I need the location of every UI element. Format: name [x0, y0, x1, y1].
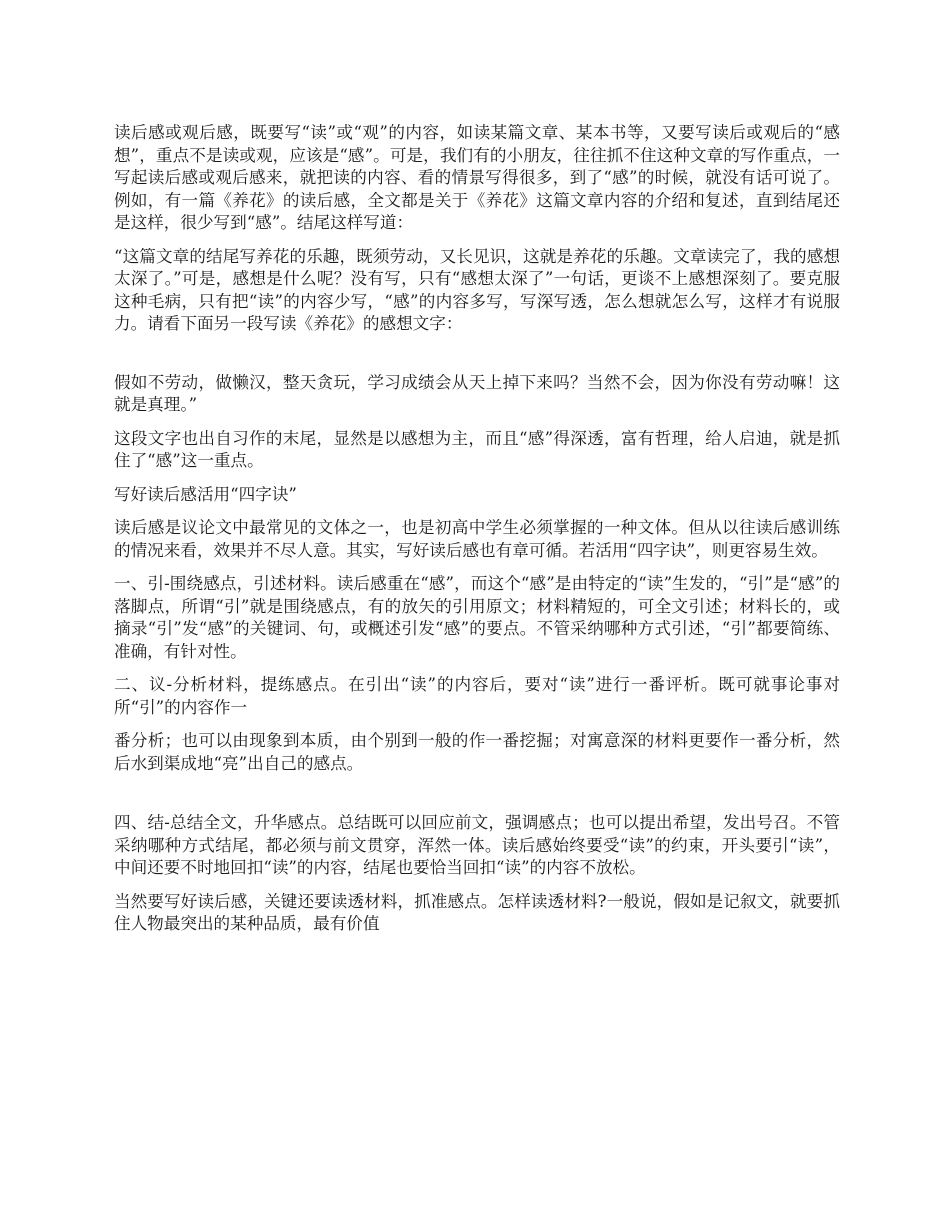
paragraph-step-jie: 四、结-总结全文，升华感点。总结既可以回应前文，强调感点；也可以提出希望，发出号召。不管采纳哪种方式结尾，都必须与前文贯穿，浑然一体。读后感始终要受“读”的约束，开头要引“读”，中间还要不时地回扣“读”的内容，结尾也要恰当回扣“读”的内容不放松。	[114, 813, 840, 877]
paragraph-conclusion: 当然要写好读后感，关键还要读透材料，抓准感点。怎样读透材料?一般说，假如是记叙文，就要抓住人物最突出的某种品质，最有价值	[114, 891, 840, 933]
paragraph-step-yin: 一、引-围绕感点，引述材料。读后感重在“感”，而这个“感”是由特定的“读”生发的，“引”是“感”的落脚点，所谓“引”就是围绕感点，有的放矢的引用原文；材料精短的，可全文引述；材料长的，或摘录“引”发“感”的关键词、句，或概述引发“感”的要点。不管采纳哪种方式引述，“引”都要简练、准确，有针对性。	[114, 574, 840, 661]
paragraph-step-yi: 二、议-分析材料，提练感点。在引出“读”的内容后，要对“读”进行一番评析。既可就事论事对所“引”的内容作一	[114, 675, 840, 717]
paragraph-intro: 读后感或观后感，既要写“读”或“观”的内容，如读某篇文章、某本书等，又要写读后或观后的“感想”，重点不是读或观，应该是“感”。可是，我们有的小朋友，往往抓不住这种文章的写作重点，一写起读后感或观后感来，就把读的内容、看的情景写得很多，到了“感”的时候，就没有话可说了。例如，有一篇《养花》的读后感，全文都是关于《养花》这篇文章内容的介绍和复述，直到结尾还是这样，很少写到“感”。结尾这样写道：	[114, 123, 840, 232]
paragraph-example-ending: “这篇文章的结尾写养花的乐趣，既须劳动，又长见识，这就是养花的乐趣。文章读完了，我的感想太深了。”可是，感想是什么呢？没有写，只有“感想太深了”一句话，更谈不上感想深刻了。要克服这种毛病，只有把“读”的内容少写，“感”的内容多写，写深写透，怎么想就怎么写，这样才有说服力。请看下面另一段写读《养花》的感想文字：	[114, 246, 840, 333]
document-body	[114, 122, 840, 947]
paragraph-step-yi-continued: 番分析；也可以由现象到本质，由个别到一般的作一番挖掘；对寓意深的材料更要作一番分析，然后水到渠成地“亮”出自己的感点。	[114, 731, 840, 773]
paragraph-overview: 读后感是议论文中最常见的文体之一，也是初高中学生必须掌握的一种文体。但从以往读后感训练的情况来看，效果并不尽人意。其实，写好读后感也有章可循。若活用“四字诀”，则更容易生效。	[114, 518, 840, 560]
paragraph-better-example: 假如不劳动，做懒汉，整天贪玩，学习成绩会从天上掉下来吗？当然不会，因为你没有劳动嘛！这就是真理。”	[114, 372, 840, 414]
section-heading: 写好读后感活用“四字诀”	[114, 484, 297, 504]
paragraph-analysis: 这段文字也出自习作的末尾，显然是以感想为主，而且“感”得深透，富有哲理，给人启迪，就是抓住了“感”这一重点。	[114, 428, 840, 470]
